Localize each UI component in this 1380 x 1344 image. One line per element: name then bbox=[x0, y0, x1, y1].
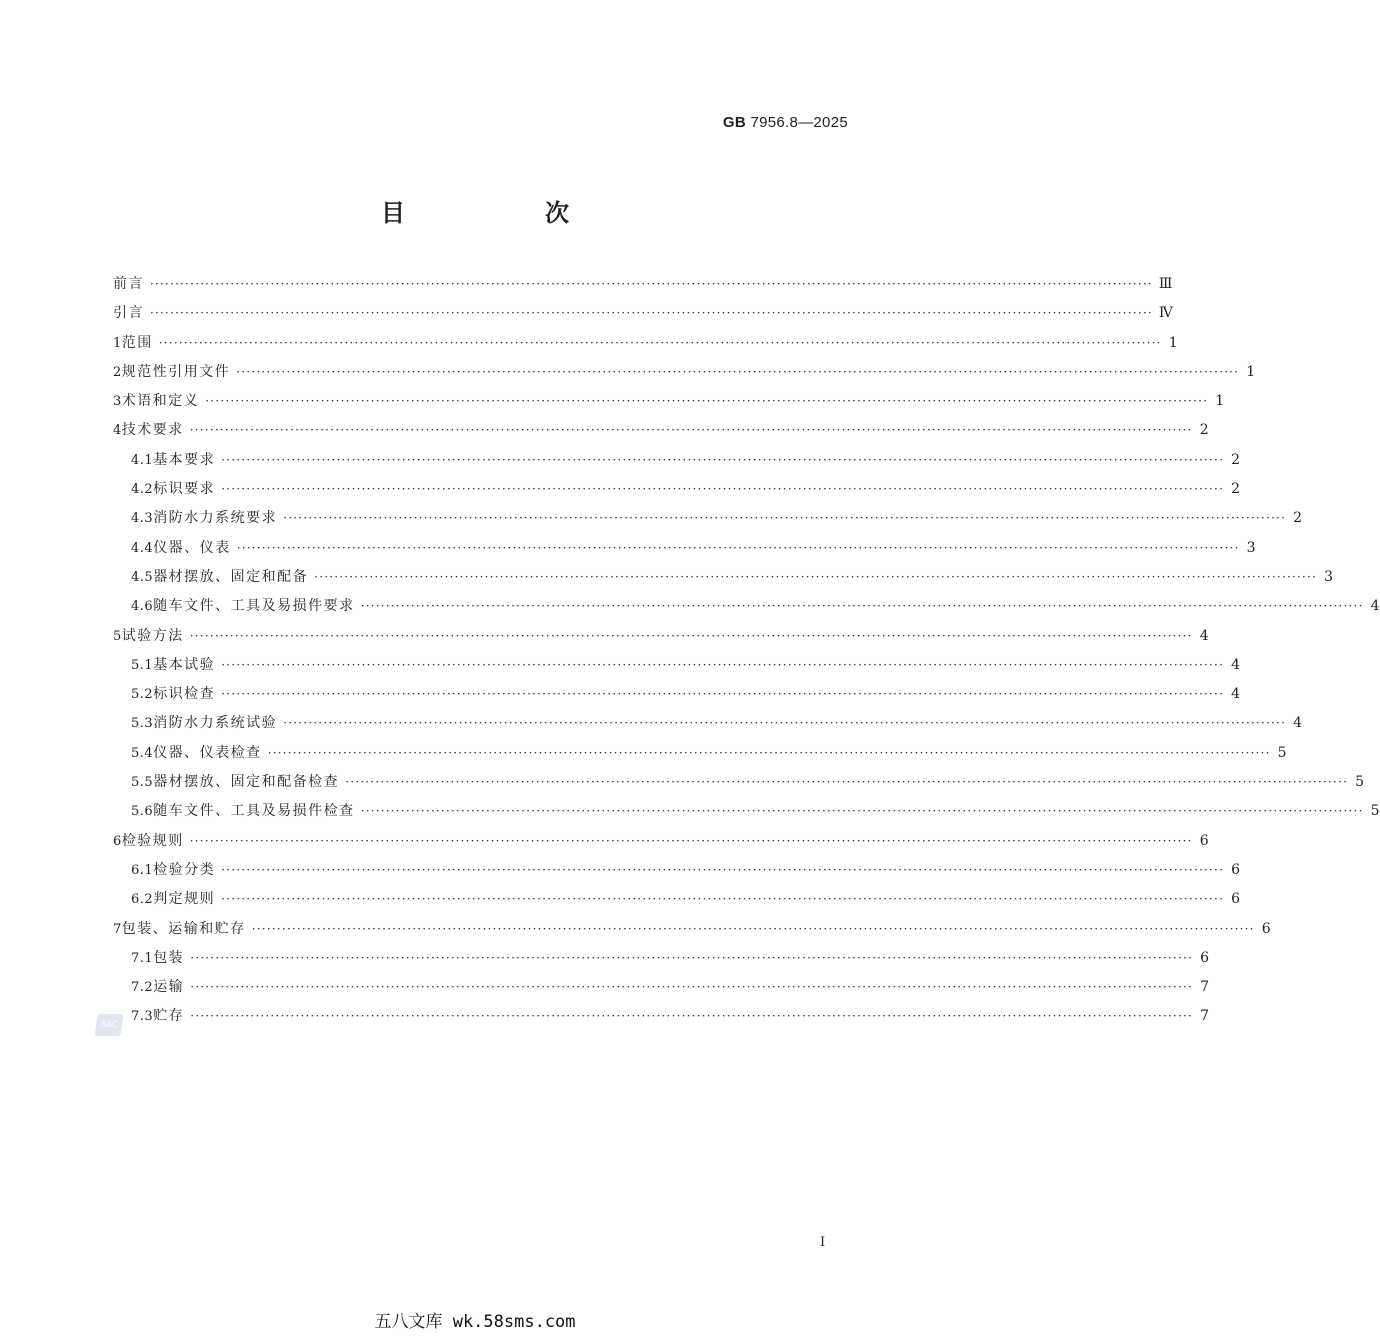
toc-entry-title: 规范性引用文件 bbox=[121, 363, 231, 380]
toc-entry-page: 1 bbox=[1215, 393, 1225, 410]
toc-dot-leader: ········································································································································································································ bbox=[236, 540, 1240, 555]
toc-entry-title: 前言 bbox=[113, 276, 144, 292]
toc-entry-title: 检验规则 bbox=[121, 832, 184, 849]
toc-entry[interactable] bbox=[113, 973, 1210, 1002]
toc-entry-number: 4.4 bbox=[131, 540, 154, 556]
sac-watermark-logo: SAC bbox=[94, 1014, 123, 1036]
toc-entry[interactable] bbox=[113, 1002, 1210, 1031]
page-title: 目 次 bbox=[381, 199, 627, 227]
toc-entry-number: 6.2 bbox=[131, 892, 154, 908]
toc-entry-number: 7 bbox=[113, 921, 122, 937]
toc-dot-leader: ········································································································································································································ bbox=[314, 569, 1318, 584]
site-footer-watermark: 五八文库 wk.58sms.com bbox=[374, 1312, 576, 1332]
toc-dot-leader: ········································································································································································································ bbox=[150, 277, 1153, 291]
toc-entry-page: 4 bbox=[1199, 627, 1209, 644]
toc-entry-title: 术语和定义 bbox=[121, 393, 200, 410]
toc-entry[interactable] bbox=[113, 592, 1380, 621]
toc-entry-page: 1 bbox=[1246, 363, 1256, 380]
toc-entry-title: 范围 bbox=[121, 334, 153, 351]
toc-entry-number: 4.2 bbox=[131, 482, 154, 498]
toc-dot-leader: ········································································································································································································ bbox=[158, 335, 1162, 350]
toc-entry-page: 2 bbox=[1199, 422, 1209, 439]
toc-entry-number: 3 bbox=[113, 394, 122, 410]
toc-dot-leader: ········································································································································································································ bbox=[189, 833, 1193, 848]
toc-entry[interactable] bbox=[113, 416, 1209, 445]
toc-entry-page: 5 bbox=[1355, 774, 1365, 791]
toc-entry-page: Ⅳ bbox=[1158, 305, 1173, 322]
toc-entry-page: 7 bbox=[1200, 979, 1210, 996]
toc-dot-leader: ········································································································································································································ bbox=[283, 716, 1287, 731]
toc-entry-page: 1 bbox=[1168, 334, 1178, 351]
toc-entry[interactable] bbox=[113, 329, 1178, 358]
toc-entry-title: 仪器、仪表检查 bbox=[153, 744, 262, 761]
toc-entry-title: 标识检查 bbox=[153, 686, 216, 703]
toc-entry-page: 3 bbox=[1324, 568, 1334, 585]
toc-entry-page: 6 bbox=[1231, 891, 1241, 908]
toc-entry-number: 1 bbox=[113, 335, 122, 351]
toc-entry-title: 技术要求 bbox=[121, 422, 184, 439]
toc-entry-title: 贮存 bbox=[153, 1008, 185, 1025]
toc-dot-leader: ········································································································································································································ bbox=[360, 599, 1364, 614]
toc-dot-leader: ········································································································································································································ bbox=[190, 1009, 1194, 1024]
toc-entry-title: 随车文件、工具及易损件要求 bbox=[153, 598, 355, 615]
toc-entry-title: 检验分类 bbox=[153, 861, 216, 878]
toc-entry-number: 5.4 bbox=[131, 745, 154, 761]
toc-dot-leader: ········································································································································································································ bbox=[267, 745, 1271, 760]
toc-entry[interactable] bbox=[113, 475, 1241, 504]
toc-entry-number: 5.6 bbox=[131, 804, 154, 820]
toc-entry-page: 7 bbox=[1200, 1008, 1210, 1025]
toc-entry[interactable] bbox=[113, 563, 1334, 592]
toc-entry-number: 5.3 bbox=[131, 716, 154, 732]
standard-code-prefix: GB bbox=[722, 114, 746, 131]
standard-code-number: 7956.8—2025 bbox=[750, 114, 848, 131]
toc-dot-leader: ········································································································································································································ bbox=[360, 804, 1364, 819]
toc-dot-leader: ········································································································································································································ bbox=[190, 950, 1194, 965]
toc-entry-title: 器材摆放、固定和配备检查 bbox=[153, 774, 340, 791]
toc-entry-number: 4.3 bbox=[131, 511, 154, 527]
page-number: I bbox=[820, 1235, 826, 1250]
toc-dot-leader: ········································································································································································································ bbox=[251, 921, 1255, 936]
toc-dot-leader: ········································································································································································································ bbox=[221, 657, 1225, 672]
toc-dot-leader: ········································································································································································································ bbox=[205, 394, 1209, 409]
toc-entry[interactable] bbox=[113, 358, 1256, 387]
toc-entry[interactable] bbox=[113, 739, 1287, 768]
toc-entry[interactable] bbox=[113, 446, 1241, 475]
toc-entry[interactable] bbox=[113, 856, 1241, 885]
toc-entry-page: 2 bbox=[1231, 451, 1241, 468]
toc-entry-page: 2 bbox=[1293, 510, 1303, 527]
toc-entry-title: 标识要求 bbox=[153, 481, 216, 498]
toc-entry-page: 5 bbox=[1277, 744, 1287, 761]
toc-entry[interactable] bbox=[113, 504, 1303, 533]
toc-entry-number: 7.3 bbox=[131, 1009, 154, 1025]
toc-entry[interactable] bbox=[113, 709, 1303, 738]
toc-entry-page: 6 bbox=[1200, 949, 1210, 966]
toc-entry-number: 7.2 bbox=[131, 980, 154, 996]
toc-entry[interactable] bbox=[113, 944, 1210, 973]
toc-entry-title: 引言 bbox=[113, 305, 144, 322]
toc-entry-title: 包装、运输和贮存 bbox=[121, 920, 246, 937]
toc-dot-leader: ········································································································································································································ bbox=[190, 980, 1194, 995]
toc-entry-number: 5.1 bbox=[131, 657, 154, 673]
toc-entry-number: 4.5 bbox=[131, 569, 154, 585]
toc-entry-title: 包装 bbox=[153, 949, 185, 966]
toc-entry-page: 6 bbox=[1261, 920, 1271, 937]
toc-entry[interactable] bbox=[113, 622, 1209, 651]
toc-entry-page: 6 bbox=[1231, 861, 1241, 878]
toc-entry-number: 5.5 bbox=[131, 775, 154, 791]
toc-entry[interactable] bbox=[113, 827, 1209, 856]
standard-code bbox=[723, 114, 848, 131]
toc-entry-title: 基本要求 bbox=[153, 451, 216, 468]
toc-dot-leader: ········································································································································································································ bbox=[221, 452, 1225, 467]
toc-entry-page: 6 bbox=[1199, 832, 1209, 849]
toc-dot-leader: ········································································································································································································ bbox=[345, 775, 1349, 790]
toc-entry-title: 随车文件、工具及易损件检查 bbox=[153, 803, 355, 820]
toc-entry-title: 运输 bbox=[153, 979, 185, 996]
toc-entry-title: 判定规则 bbox=[153, 891, 216, 908]
toc-dot-leader: ········································································································································································································ bbox=[236, 364, 1240, 379]
toc-dot-leader: ········································································································································································································ bbox=[189, 628, 1193, 643]
toc-entry-number: 6.1 bbox=[131, 862, 154, 878]
toc-entry-page: 5 bbox=[1370, 803, 1380, 820]
toc-dot-leader: ········································································································································································································ bbox=[221, 862, 1225, 877]
toc-dot-leader: ········································································································································································································ bbox=[221, 482, 1225, 497]
toc-entry-number: 5 bbox=[113, 628, 122, 644]
toc-dot-leader: ········································································································································································································ bbox=[221, 892, 1225, 907]
toc-dot-leader: ········································································································································································································ bbox=[283, 511, 1287, 526]
toc-entry[interactable] bbox=[113, 270, 1173, 299]
toc-entry-title: 消防水力系统要求 bbox=[153, 510, 278, 527]
toc-entry-title: 消防水力系统试验 bbox=[153, 715, 278, 732]
toc-entry-page: 4 bbox=[1231, 686, 1241, 703]
toc-entry[interactable] bbox=[113, 534, 1256, 563]
toc-entry-page: 2 bbox=[1231, 481, 1241, 498]
toc-entry-number: 7.1 bbox=[131, 950, 154, 966]
toc-entry-page: 4 bbox=[1293, 715, 1303, 732]
toc-entry[interactable] bbox=[113, 915, 1271, 944]
toc-entry-page: 4 bbox=[1370, 598, 1380, 615]
toc-entry-number: 4.6 bbox=[131, 599, 154, 615]
toc-entry[interactable] bbox=[113, 885, 1241, 914]
toc-entry[interactable] bbox=[113, 768, 1365, 797]
toc-entry-number: 4.1 bbox=[131, 452, 154, 468]
toc-entry-title: 基本试验 bbox=[153, 656, 216, 673]
toc-entry[interactable] bbox=[113, 680, 1241, 709]
toc-entry[interactable] bbox=[113, 797, 1380, 826]
toc-entry-number: 2 bbox=[113, 364, 122, 380]
toc-entry-number: 4 bbox=[113, 423, 122, 439]
toc-entry-number: 5.2 bbox=[131, 687, 154, 703]
toc-entry-title: 仪器、仪表 bbox=[153, 539, 231, 556]
toc-dot-leader: ········································································································································································································ bbox=[150, 306, 1153, 321]
toc-entry-title: 试验方法 bbox=[121, 627, 184, 644]
table-of-contents bbox=[113, 270, 1380, 1032]
toc-entry-page: 4 bbox=[1231, 656, 1241, 673]
toc-dot-leader: ········································································································································································································ bbox=[189, 423, 1193, 438]
toc-dot-leader: ········································································································································································································ bbox=[221, 687, 1225, 702]
toc-entry-page: Ⅲ bbox=[1158, 276, 1173, 292]
toc-entry[interactable] bbox=[113, 299, 1173, 328]
toc-entry[interactable] bbox=[113, 651, 1241, 680]
toc-entry[interactable] bbox=[113, 387, 1225, 416]
toc-entry-title: 器材摆放、固定和配备 bbox=[153, 568, 309, 585]
toc-entry-page: 3 bbox=[1246, 539, 1256, 556]
toc-entry-number: 6 bbox=[113, 833, 122, 849]
